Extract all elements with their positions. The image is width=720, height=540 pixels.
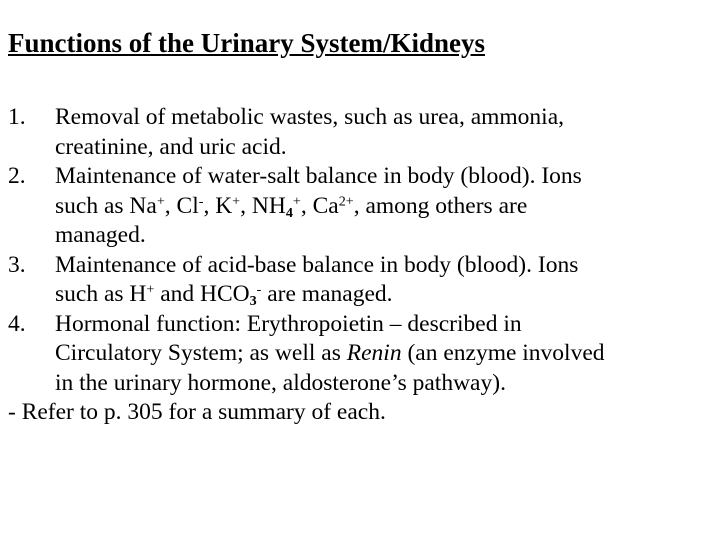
list-item (8, 310, 714, 399)
text-run: such as Na (55, 192, 157, 219)
text-run: are managed. (261, 281, 393, 307)
ion-list-line (55, 192, 714, 222)
text-run: and HCO (154, 281, 250, 307)
item-text-line: Maintenance of water-salt balance in body (blood). Ions (55, 163, 582, 189)
item-text-line: creatinine, and uric acid. (55, 133, 287, 160)
text-run: , K (203, 192, 233, 219)
superscript: + (232, 192, 241, 209)
superscript: - (256, 281, 262, 298)
subscript: 4 (285, 204, 293, 221)
text-run: , Cl (164, 192, 199, 219)
list-item (8, 103, 714, 162)
item-text-line: Maintenance of acid-base balance in body (blood). Ions (55, 251, 579, 278)
item-number: 1. (8, 104, 26, 130)
list-item (8, 251, 714, 310)
text-run: (an enzyme involved (401, 340, 605, 366)
superscript: 2+ (338, 192, 354, 209)
functions-list (8, 103, 714, 428)
superscript: + (146, 281, 155, 298)
superscript: + (292, 192, 301, 209)
item-number: 2. (8, 163, 26, 189)
superscript: - (198, 192, 204, 209)
list-item (8, 162, 714, 251)
text-run: Circulatory System; as well as (55, 340, 347, 366)
ion-list-line (55, 280, 714, 310)
text-run: , NH (240, 192, 286, 219)
item-number: 3. (8, 251, 26, 278)
item-number: 4. (8, 310, 26, 337)
reference-note: - Refer to p. 305 for a summary of each. (8, 399, 386, 425)
item-text-line: managed. (55, 222, 146, 248)
text-run: such as H (55, 281, 147, 307)
slide-title: Functions of the Urinary System/Kidneys (8, 28, 486, 58)
text-run: , among others are (353, 192, 528, 219)
subscript: 3 (249, 293, 257, 310)
superscript: + (156, 192, 165, 209)
text-run: , Ca (300, 192, 339, 219)
item-text-line (55, 339, 714, 369)
renin-term: Renin (346, 340, 402, 366)
item-text-line: in the urinary hormone, aldosterone’s pathway). (55, 369, 506, 396)
item-text-line: Removal of metabolic wastes, such as urea, ammonia, (55, 104, 565, 130)
item-text-line: Hormonal function: Erythropoietin – described in (55, 310, 522, 337)
